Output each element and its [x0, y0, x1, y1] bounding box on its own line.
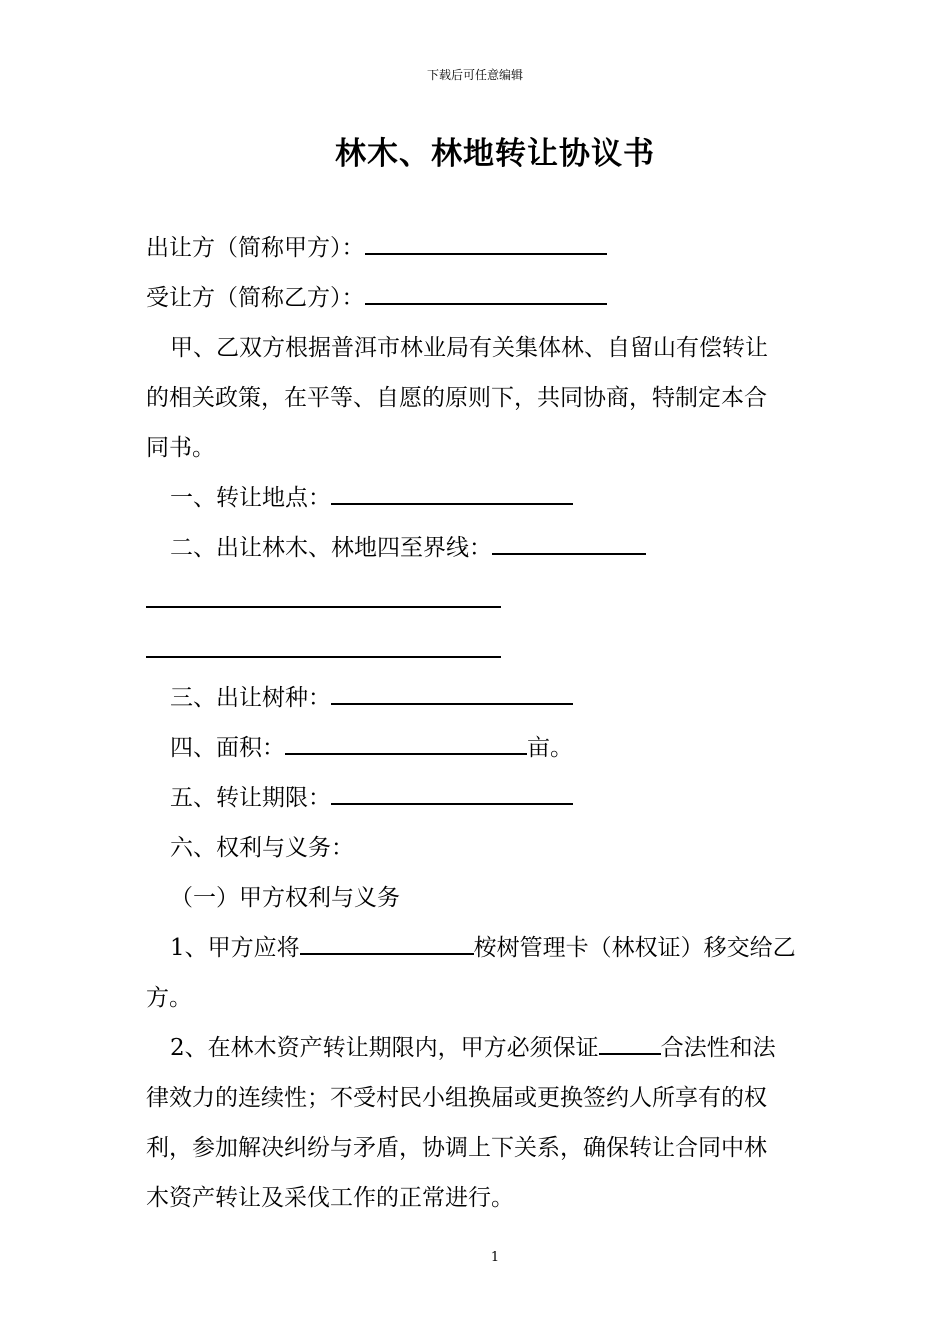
boundary-label: 二、出让林木、林地四至界线：	[170, 535, 492, 561]
party-a-blank[interactable]	[365, 233, 607, 255]
party-b-line	[146, 282, 607, 314]
page-number: 1	[490, 1250, 500, 1265]
item-rights: 六、权利与义务：	[170, 835, 354, 861]
location-label: 一、转让地点：	[170, 485, 331, 511]
party-a-line	[146, 232, 607, 264]
clause-1-cont: 方。	[146, 985, 192, 1011]
party-a-rights-heading: （一）甲方权利与义务	[170, 885, 400, 911]
species-blank[interactable]	[331, 683, 573, 705]
term-label: 五、转让期限：	[170, 785, 331, 811]
area-unit: 亩。	[527, 735, 573, 761]
item-boundary	[170, 532, 646, 564]
item-location	[170, 482, 573, 514]
clause-1	[170, 932, 796, 964]
term-blank[interactable]	[331, 783, 573, 805]
clause-1-prefix: 1、甲方应将	[170, 935, 300, 961]
clause-1-suffix: 桉树管理卡（林权证）移交给乙	[473, 935, 796, 961]
clause-1-blank[interactable]	[300, 933, 474, 955]
area-label: 四、面积：	[170, 735, 285, 761]
item-area	[170, 732, 573, 764]
location-blank[interactable]	[331, 483, 573, 505]
clause-2-blank[interactable]	[599, 1033, 661, 1055]
intro-line-1: 甲、乙双方根据普洱市林业局有关集体林、自留山有偿转让	[170, 335, 768, 361]
boundary-rule-1[interactable]	[146, 606, 501, 608]
area-blank[interactable]	[285, 733, 527, 755]
clause-2	[170, 1032, 776, 1064]
clause-2-suffix: 合法性和法	[660, 1035, 776, 1061]
party-b-label: 受让方（简称乙方）：	[146, 285, 365, 311]
item-species	[170, 682, 573, 714]
clause-2-prefix: 2、在林木资产转让期限内，甲方必须保证	[170, 1035, 599, 1061]
party-a-label: 出让方（简称甲方）：	[146, 235, 365, 261]
document-title: 林木、林地转让协议书	[335, 136, 655, 172]
clause-2-line-2: 律效力的连续性；不受村民小组换届或更换签约人所享有的权	[146, 1085, 767, 1111]
species-label: 三、出让树种：	[170, 685, 331, 711]
party-b-blank[interactable]	[365, 283, 607, 305]
item-term	[170, 782, 573, 814]
boundary-rule-2[interactable]	[146, 656, 501, 658]
intro-line-3: 同书。	[146, 435, 215, 461]
intro-line-2: 的相关政策，在平等、自愿的原则下，共同协商，特制定本合	[146, 385, 767, 411]
clause-2-line-3: 利，参加解决纠纷与矛盾，协调上下关系，确保转让合同中林	[146, 1135, 767, 1161]
clause-2-line-4: 木资产转让及采伐工作的正常进行。	[146, 1185, 514, 1211]
page-header: 下载后可任意编辑	[426, 68, 523, 82]
boundary-blank[interactable]	[492, 533, 646, 555]
